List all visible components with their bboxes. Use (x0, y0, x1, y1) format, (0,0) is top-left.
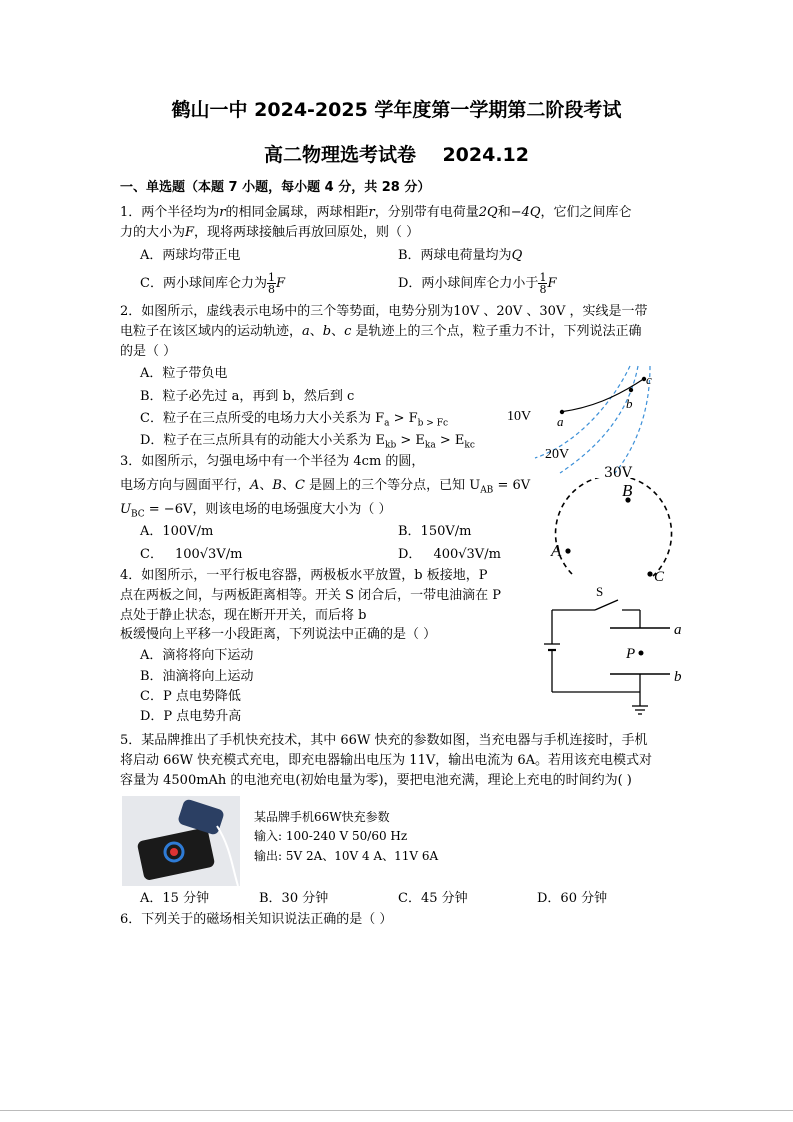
q1-option-c[interactable] (140, 272, 285, 295)
point-a (565, 548, 570, 553)
q3-text: = 6V (493, 478, 531, 493)
q6-stem-line1: 6．下列关于的磁场相关知识说法正确的是（ ） (120, 912, 393, 927)
q3-text: 、 (259, 478, 273, 493)
fraction-denominator: 8 (267, 283, 275, 296)
point-b (629, 388, 633, 392)
fraction-denominator: 8 (539, 283, 547, 296)
q1-text: 1．两个半径均为 (120, 205, 220, 220)
label-b: b (626, 396, 633, 411)
q5-option-b[interactable]: B．30 分钟 (259, 891, 329, 906)
label-s: S (596, 584, 604, 599)
q1-option-b[interactable] (398, 246, 522, 266)
spec-input: 输入: 100-240 V 50/60 Hz (254, 829, 408, 843)
q5-stem-line3: 容量为 4500mAh 的电池充电(初始电量为零)，要把电池充满，理论上充电的时间约为( ) (120, 773, 632, 788)
q2-option-d[interactable]: D．粒子在三点所具有的动能大小关系为 $E_{kb} > E_{ka} > E_{kc}$ (140, 433, 475, 451)
q3-option-c-label: C． (140, 547, 163, 562)
q1-charge-a: 2Q (478, 205, 498, 220)
q3-stem-line3 (120, 500, 391, 525)
q1-charge-b: −4Q (510, 205, 541, 220)
label-p: P (626, 646, 636, 662)
equipotential-20v (560, 366, 638, 473)
q4-stem-line3: 点处于静止状态，现在断开开关，而后将 b (120, 608, 367, 623)
q5-stem-line2: 将启动 66W 快充模式充电，即充电器输出电压为 11V，输出电流为 6A。若用该充电模式对 (120, 753, 653, 768)
dashed-circle (556, 478, 672, 576)
q3-text: = −6V，则该电场的电场强度大小为（ ） (144, 502, 392, 517)
point-p (639, 651, 644, 656)
q3-option-c-value: 100√3V/m (174, 547, 243, 562)
q2-text: 、 (309, 324, 323, 339)
q2-equipotential-figure (500, 358, 670, 483)
exam-title-line1: 鹤山一中 2024-2025 学年度第一学期第二阶段考试 (171, 99, 622, 121)
q3-option-a[interactable]: A．100V/m (140, 524, 214, 539)
label-30v: 30V (604, 465, 632, 481)
q1-option-c-fraction (267, 272, 276, 295)
q2-option-c-text: C．粒子在三点所受的电场力大小关系为 F (140, 411, 385, 426)
q3-option-c[interactable] (140, 545, 242, 565)
q3-stem-line2 (120, 476, 530, 501)
q1-option-b-text: B．两球电荷量均为 (398, 248, 512, 263)
q2-var-b: b (322, 324, 332, 339)
q3-text: 电场方向与圆面平行， (120, 478, 251, 493)
point-c (647, 571, 652, 576)
label-plate-b: b (674, 669, 682, 685)
q4-option-d[interactable]: D．P 点电势升高 (140, 709, 242, 724)
q1-option-a[interactable]: A．两球均带正电 (140, 248, 241, 263)
fraction-numerator: 1 (267, 271, 275, 284)
q2-option-d-text: D．粒子在三点所具有的动能大小关系为 E (140, 433, 386, 448)
q1-option-c-text: C．两小球间库仑力为 (140, 276, 267, 291)
exam-subtitle: 高二物理选考试卷 2024.12 (264, 144, 529, 166)
label-a: A (551, 541, 562, 560)
q1-stem-line2 (120, 223, 419, 243)
q3-sub-bc: BC (130, 509, 145, 520)
q1-text: 力的大小为 (120, 225, 186, 240)
q1-stem-line1 (120, 203, 632, 223)
q3-stem-line1: 3．如图所示，匀强电场中有一个半径为 4cm 的圆， (120, 454, 425, 469)
spec-title: 某品牌手机66W快充参数 (254, 810, 390, 824)
label-plate-a: a (674, 622, 682, 638)
q1-var-r: r (368, 205, 375, 220)
q3-var-a: A (250, 478, 260, 493)
section-heading: 一、单选题（本题 7 小题，每小题 4 分，共 28 分） (120, 180, 431, 195)
switch-blade (595, 600, 618, 610)
q2-text: 、 (331, 324, 345, 339)
q1-option-d-var: F (547, 276, 557, 291)
q3-var-b: B (272, 478, 282, 493)
q4-capacitor-circuit (540, 582, 700, 722)
label-c: C (654, 569, 665, 582)
q1-text: ，它们之间库仑 (540, 205, 632, 220)
q2-text: 电粒子在该区域内的运动轨迹， (120, 324, 303, 339)
q2-stem-line1: 2．如图所示，虚线表示电场中的三个等势面，电势分别为10V 、20V 、30V ，实线是一带 (120, 304, 648, 319)
label-b: B (622, 481, 633, 500)
q4-option-b[interactable]: B．油滴将向上运动 (140, 669, 254, 684)
q2-option-b[interactable]: B．粒子必先过 a，再到 b，然后到 c (140, 389, 355, 404)
charging-center-icon (170, 848, 178, 856)
label-c: c (646, 372, 652, 387)
exam-title-line2 (0, 140, 793, 167)
page-bottom-rule (0, 1110, 793, 1111)
q2-option-c[interactable]: C．粒子在三点所受的电场力大小关系为 $F_a > F_{b > Fc}$ (140, 411, 448, 429)
q1-option-d[interactable] (398, 272, 556, 295)
q5-option-a[interactable]: A．15 分钟 (140, 891, 210, 906)
phone-charging-photo (122, 796, 240, 886)
q3-option-d[interactable] (398, 545, 501, 565)
q2-option-c-rest: b > F (417, 418, 443, 429)
q3-var-c: C (295, 478, 305, 493)
q2-option-a[interactable]: A．粒子带负电 (140, 366, 228, 381)
q4-stem-line4: 板缓慢向上平移一小段距离，下列说法中正确的是（ ） (120, 627, 437, 642)
q1-option-b-var: Q (511, 248, 523, 263)
q3-circle-figure (540, 478, 680, 582)
q1-text: ，分别带有电荷量 (374, 205, 479, 220)
q2-var-c: c (344, 324, 352, 339)
q3-sub-ab: AB (480, 485, 494, 496)
q2-stem-line2 (120, 322, 642, 342)
q3-option-d-label: D． (398, 547, 422, 562)
q2-var-a: a (302, 324, 310, 339)
equipotential-10v (535, 366, 630, 458)
q3-var-u: U (120, 502, 131, 517)
fraction-numerator: 1 (539, 271, 547, 284)
q1-option-c-var: F (275, 276, 285, 291)
q1-text: 和 (497, 205, 511, 220)
q4-stem-line2: 点在两板之间，与两板距离相等。开关 S 闭合后，一带电油滴在 P (120, 588, 502, 603)
q5-stem-line1: 5．某品牌推出了手机快充技术，其中 66W 快充的参数如图，当充电器与手机连接时，手机 (120, 733, 648, 748)
q3-option-d-value: 400√3V/m (433, 547, 501, 562)
q5-option-d[interactable]: D．60 分钟 (537, 891, 608, 906)
q3-text: 是圆上的三个等分点，已知 U (304, 478, 481, 493)
q1-var-f: F (185, 225, 195, 240)
q5-option-c[interactable]: C．45 分钟 (398, 891, 468, 906)
q2-text: 是轨迹上的三个点，粒子重力不计，下列说法正确 (351, 324, 642, 339)
label-20v: 20V (545, 447, 570, 462)
q4-option-c[interactable]: C．P 点电势降低 (140, 689, 241, 704)
q3-text: 、 (281, 478, 295, 493)
q1-var-r: r (219, 205, 226, 220)
q1-text: 的相同金属球，两球相距 (225, 205, 369, 220)
q1-option-d-text: D．两小球间库仑力小于 (398, 276, 539, 291)
equipotential-30v (615, 366, 650, 473)
q2-stem-line3: 的是（ ） (120, 344, 177, 359)
q1-text: ，现将两球接触后再放回原处，则（ ） (194, 225, 420, 240)
spec-output: 输出: 5V 2A、10V 4 A、11V 6A (254, 849, 439, 863)
q4-option-a[interactable]: A．滴将将向下运动 (140, 648, 254, 663)
q4-stem-line1: 4．如图所示，一平行板电容器，两极板水平放置，b 板接地，P (120, 568, 488, 583)
label-a: a (557, 414, 564, 429)
label-10v: 10V (507, 409, 532, 424)
q3-option-b[interactable]: B．150V/m (398, 524, 472, 539)
